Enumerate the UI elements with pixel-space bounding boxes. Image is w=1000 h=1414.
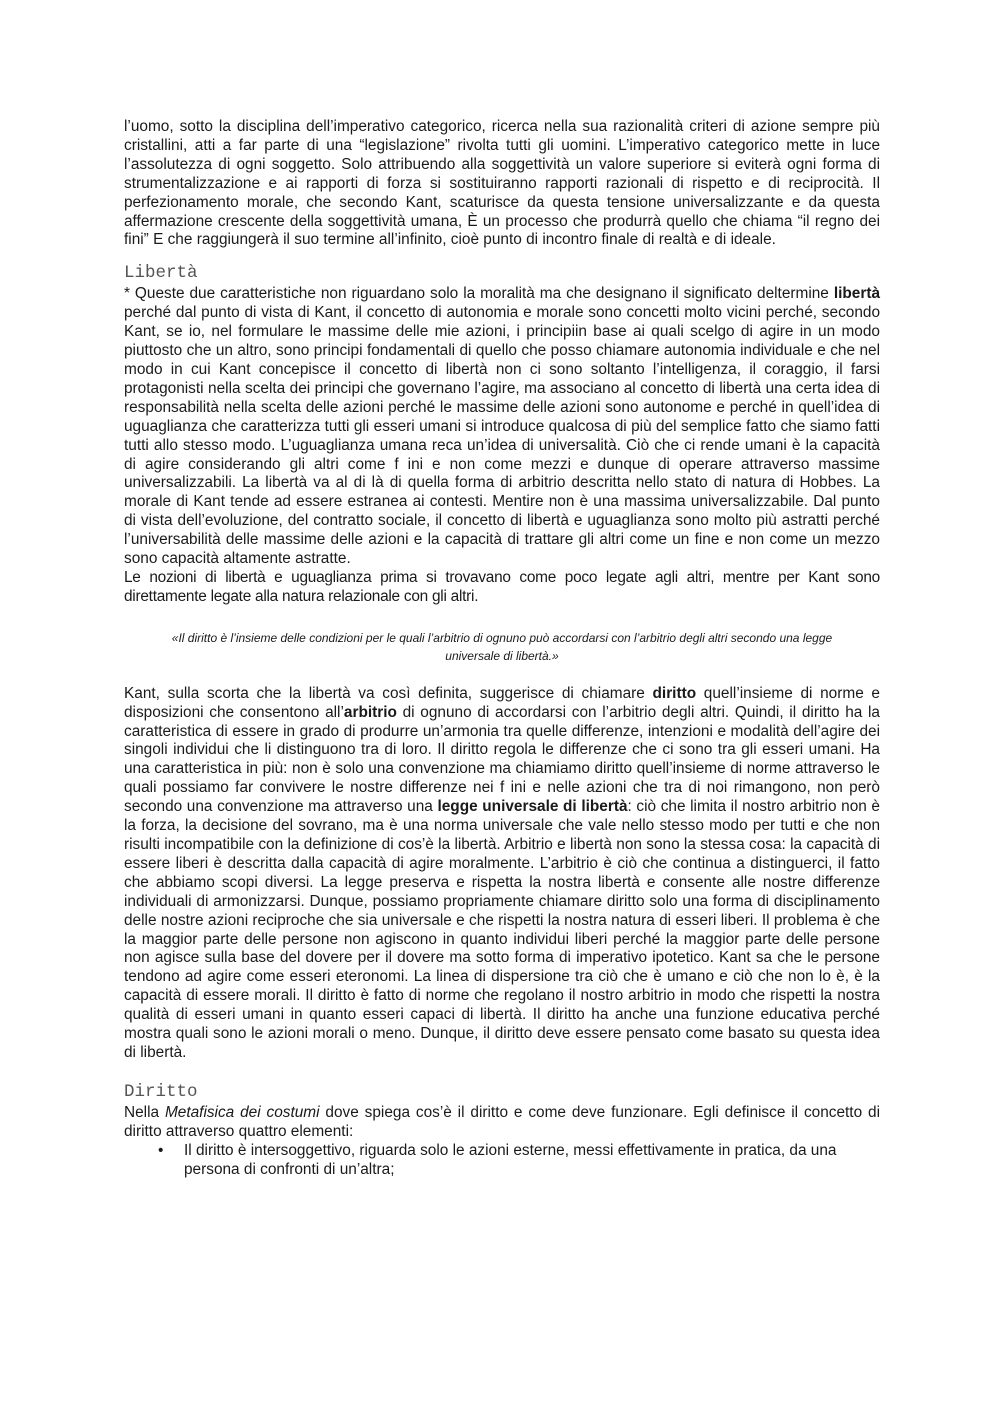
section-heading-liberta: Libertà [124, 263, 198, 284]
bold-term-legge-universale: legge universale di libertà [437, 798, 628, 816]
document-body [124, 118, 880, 1180]
diritto-paragraph-1 [124, 1104, 880, 1142]
bold-term-liberta: libertà [833, 285, 880, 303]
bold-term-diritto: diritto [652, 684, 697, 702]
kant-quote: «Il diritto è l’insieme delle condizioni per le quali l’arbitrio di ognuno può accordarsi con l’arbitrio degli altri secondo una legge universale di libertà.» [171, 630, 833, 663]
list-item [158, 1141, 880, 1180]
text-run: dove spiega cos’è il diritto e come deve funzionare. Egli definisce il concetto di diritto attraverso quattro elementi: [124, 1103, 880, 1140]
text-run: quell’insieme di norme e disposizioni che consentono all’ [124, 684, 880, 721]
bold-term-arbitrio: arbitrio [343, 703, 397, 721]
list-item-text: Il diritto è intersoggettivo, riguarda solo le azioni esterne, messi effettivamente in pratica, da una persona di confronti di un’altra; [184, 1141, 837, 1178]
liberta-paragraph-2: Le nozioni di libertà e uguaglianza prima si trovavano come poco legate agli altri, mentre per Kant sono direttamente legate alla natura relazionale con gli altri. [124, 568, 880, 605]
diritto-elements-list [124, 1142, 880, 1180]
text-run: perché dal punto di vista di Kant, il concetto di autonomia e morale sono concetti molto vicini perché, secondo Kant, se io, nel formulare le massime delle mie azioni, i principiin base ai quali scelgo di agire in un modo piuttosto che un altro, sono principi fondamentali di quello che posso chiamare autonomia individuale e che nel modo in cui Kant concepisce il concetto di libertà non ci sono soltanto l’intelligenza, il coraggio, il farsi protagonisti nella scelta dei principi che governano l’agire, ma associano al concetto di libertà una certa idea di responsabilità nella scelta delle azioni perché le massime delle azioni sono autonome e perché in quell’idea di uguaglianza che caratterizza tutti gli esseri umani si introduce qualcosa di più del semplice fatto che siamo fatti tutti allo stesso modo. L’uguaglianza umana reca un’idea di universalità. Ciò che ci rende umani è la capacità di agire considerando gli altri come f ini e non come mezzi e dunque di operare attraverso massime universalizzabili. La libertà va al di là di quella forma di arbitrio descritta nello stato di natura di Hobbes. La morale di Kant tende ad essere estranea ai contesti. Mentire non è una massima universalizzabile. Dal punto di vista dell’evoluzione, del contratto sociale, il concetto di libertà e uguaglianza sono molto più astratti perché l’universabilità delle massime delle azioni e la capacità di trattare gli altri come un fine e non come un mezzo sono capacità altamente astratte. [124, 304, 880, 568]
liberta-paragraph-3 [124, 685, 880, 1063]
text-run: : ciò che limita il nostro arbitrio non è la forza, la decisione del sovrano, ma è una norma universale che vale nello stesso modo per tutti e che non risulti incompatibile con la definizione di cos’è la libertà. Arbitrio e libertà non sono la stessa cosa: la capacità di essere liberi è descritta dalla capacità di agire moralmente. L’arbitrio è ciò che continua a distinguerci, il fatto che abbiamo scopi diversi. La legge preserva e rispetta la nostra libertà e consente alle nostre differenze individuali di armonizzarsi. Dunque, possiamo propriamente chiamare diritto solo una forma di disciplinamento delle nostre azioni reciproche che sia universale e che rispetti la nostra natura di esseri liberi. Il problema è che la maggior parte delle persone non agiscono in quanto individui liberi perché la maggior parte delle persone non agisce sulla base del dovere per il dovere ma sotto forma di imperativo ipotetico. Kant sa che le persone tendono ad agire come esseri eteronomi. La linea di dispersione tra ciò che è umano e ciò che non lo è, è la capacità di essere morali. Il diritto è fatto di norme che regolano il nostro arbitrio in modo che rispetti la nostra qualità di esseri umani in quanto esseri capaci di libertà. Il diritto ha anche una funzione educativa perché mostra quali sono le azioni morali o meno. Dunque, il diritto deve essere pensato come basato su questa idea di libertà. [124, 798, 880, 1061]
intro-paragraph: l’uomo, sotto la disciplina dell’imperativo categorico, ricerca nella sua razionalità criteri di azione sempre più cristallini, atti a far parte di una “legislazione” rivolta tutti gli uomini. L’imperativo categorico mette in luce l’assolutezza di ogni soggetto. Solo attribuendo alla soggettività un valore superiore si eviterà ogni forma di strumentalizzazione e ai rapporti di forza si sostituiranno rapporti razionali di rispetto e di reciprocità. Il perfezionamento morale, che secondo Kant, scaturisce da questa tensione universalizzante e da questa affermazione crescente della soggettività umana, È un processo che produrrà quello che chiama “il regno dei fini” E che raggiungerà il suo termine all’infinito, cioè punto di incontro finale di realtà e di ideale. [124, 118, 880, 249]
text-run: Kant, sulla scorta che la libertà va così definita, suggerisce di chiamare [124, 684, 653, 702]
text-run: Nella [124, 1103, 165, 1121]
bullet-icon: • [158, 1141, 164, 1159]
section-heading-diritto: Diritto [124, 1081, 198, 1102]
liberta-paragraph-1 [124, 285, 880, 569]
italic-title-metafisica: Metafisica dei costumi [164, 1103, 320, 1121]
text-run: * Queste due caratteristiche non riguardano solo la moralità ma che designano il significato deltermine [124, 285, 834, 303]
text-run: di ognuno di accordarsi con l’arbitrio degli altri. Quindi, il diritto ha la caratteristica di essere in grado di produrre un’armonia tra quelle differenze, intenzioni e modalità dell’agire dei singoli individui che li distinguono tra di loro. Il diritto regola le differenze che ci sono tra gli esseri umani. Ha una caratteristica in più: non è solo una convenzione ma chiamiamo diritto quell’insieme di norme attraverso le quali possiamo far convivere le nostre differenze nei f ini e nelle azioni che tra di noi rimangono, non però secondo una convenzione ma attraverso una [124, 703, 880, 816]
